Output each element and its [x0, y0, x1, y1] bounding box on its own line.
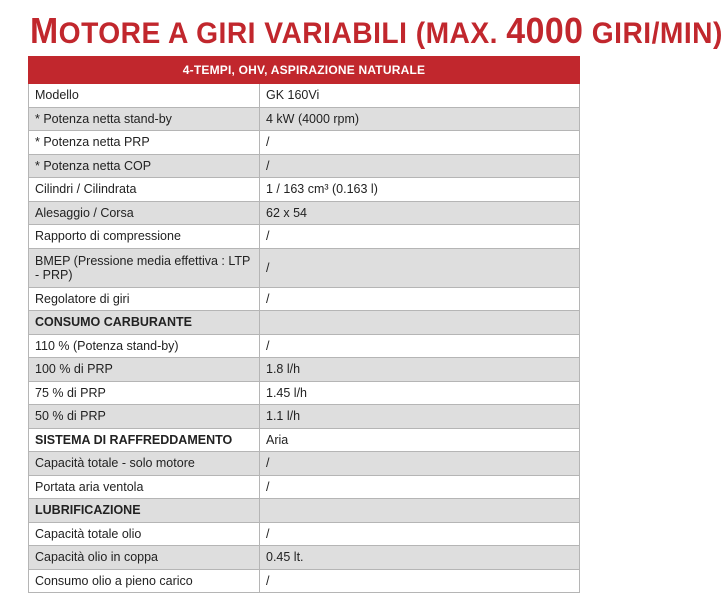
row-value: 0.45 lt. — [260, 546, 580, 570]
row-value: 1.8 l/h — [260, 358, 580, 382]
table-row — [29, 248, 580, 287]
row-value: / — [260, 522, 580, 546]
title-text: OTORE A GIRI VARIABILI (MAX. — [58, 17, 507, 50]
row-label: Cilindri / Cilindrata — [29, 178, 260, 202]
table-row — [29, 452, 580, 476]
page-title — [30, 10, 723, 51]
row-value: / — [260, 334, 580, 358]
row-value: / — [260, 154, 580, 178]
row-value: Aria — [260, 428, 580, 452]
table-header-row — [29, 57, 580, 84]
row-value: / — [260, 225, 580, 249]
row-label: Rapporto di compressione — [29, 225, 260, 249]
row-label: Regolatore di giri — [29, 287, 260, 311]
section-heading: CONSUMO CARBURANTE — [29, 311, 260, 335]
section-heading: SISTEMA DI RAFFREDDAMENTO — [29, 428, 260, 452]
row-label: Modello — [29, 84, 260, 108]
table-row — [29, 358, 580, 382]
row-value: 62 x 54 — [260, 201, 580, 225]
row-value — [260, 499, 580, 523]
table-row — [29, 334, 580, 358]
table-row — [29, 546, 580, 570]
row-label: Consumo olio a pieno carico — [29, 569, 260, 593]
row-value: 4 kW (4000 rpm) — [260, 107, 580, 131]
row-value: GK 160Vi — [260, 84, 580, 108]
table-row — [29, 522, 580, 546]
row-label: 75 % di PRP — [29, 381, 260, 405]
row-label: 50 % di PRP — [29, 405, 260, 429]
row-value: / — [260, 475, 580, 499]
section-row-cooling — [29, 428, 580, 452]
section-row-lubrication — [29, 499, 580, 523]
title-initial: M — [30, 10, 59, 51]
row-label: Capacità totale olio — [29, 522, 260, 546]
row-label: Capacità totale - solo motore — [29, 452, 260, 476]
section-heading: LUBRIFICAZIONE — [29, 499, 260, 523]
row-label: * Potenza netta PRP — [29, 131, 260, 155]
row-label: 110 % (Potenza stand-by) — [29, 334, 260, 358]
table-row — [29, 107, 580, 131]
table-row — [29, 381, 580, 405]
row-label: 100 % di PRP — [29, 358, 260, 382]
row-value: 1.1 l/h — [260, 405, 580, 429]
row-value: / — [260, 569, 580, 593]
row-value: / — [260, 287, 580, 311]
row-value — [260, 311, 580, 335]
row-value: 1.45 l/h — [260, 381, 580, 405]
row-label: * Potenza netta stand-by — [29, 107, 260, 131]
table-row — [29, 569, 580, 593]
table-row — [29, 154, 580, 178]
table-row — [29, 131, 580, 155]
section-row-fuel — [29, 311, 580, 335]
table-row — [29, 287, 580, 311]
row-label: BMEP (Pressione media effettiva : LTP - PRP) — [29, 248, 260, 287]
title-text-end: GIRI/MIN) — [583, 17, 723, 50]
row-value: / — [260, 452, 580, 476]
row-label: Capacità olio in coppa — [29, 546, 260, 570]
title-rpm: 4000 — [506, 10, 584, 51]
table-row — [29, 178, 580, 202]
table-row — [29, 405, 580, 429]
row-label: Portata aria ventola — [29, 475, 260, 499]
row-value: / — [260, 131, 580, 155]
row-value: 1 / 163 cm³ (0.163 l) — [260, 178, 580, 202]
table-row — [29, 225, 580, 249]
row-value: / — [260, 248, 580, 287]
table-row — [29, 201, 580, 225]
spec-table — [28, 56, 580, 593]
table-row — [29, 84, 580, 108]
row-label: Alesaggio / Corsa — [29, 201, 260, 225]
table-header: 4-TEMPI, OHV, ASPIRAZIONE NATURALE — [29, 57, 580, 84]
row-label: * Potenza netta COP — [29, 154, 260, 178]
table-row — [29, 475, 580, 499]
